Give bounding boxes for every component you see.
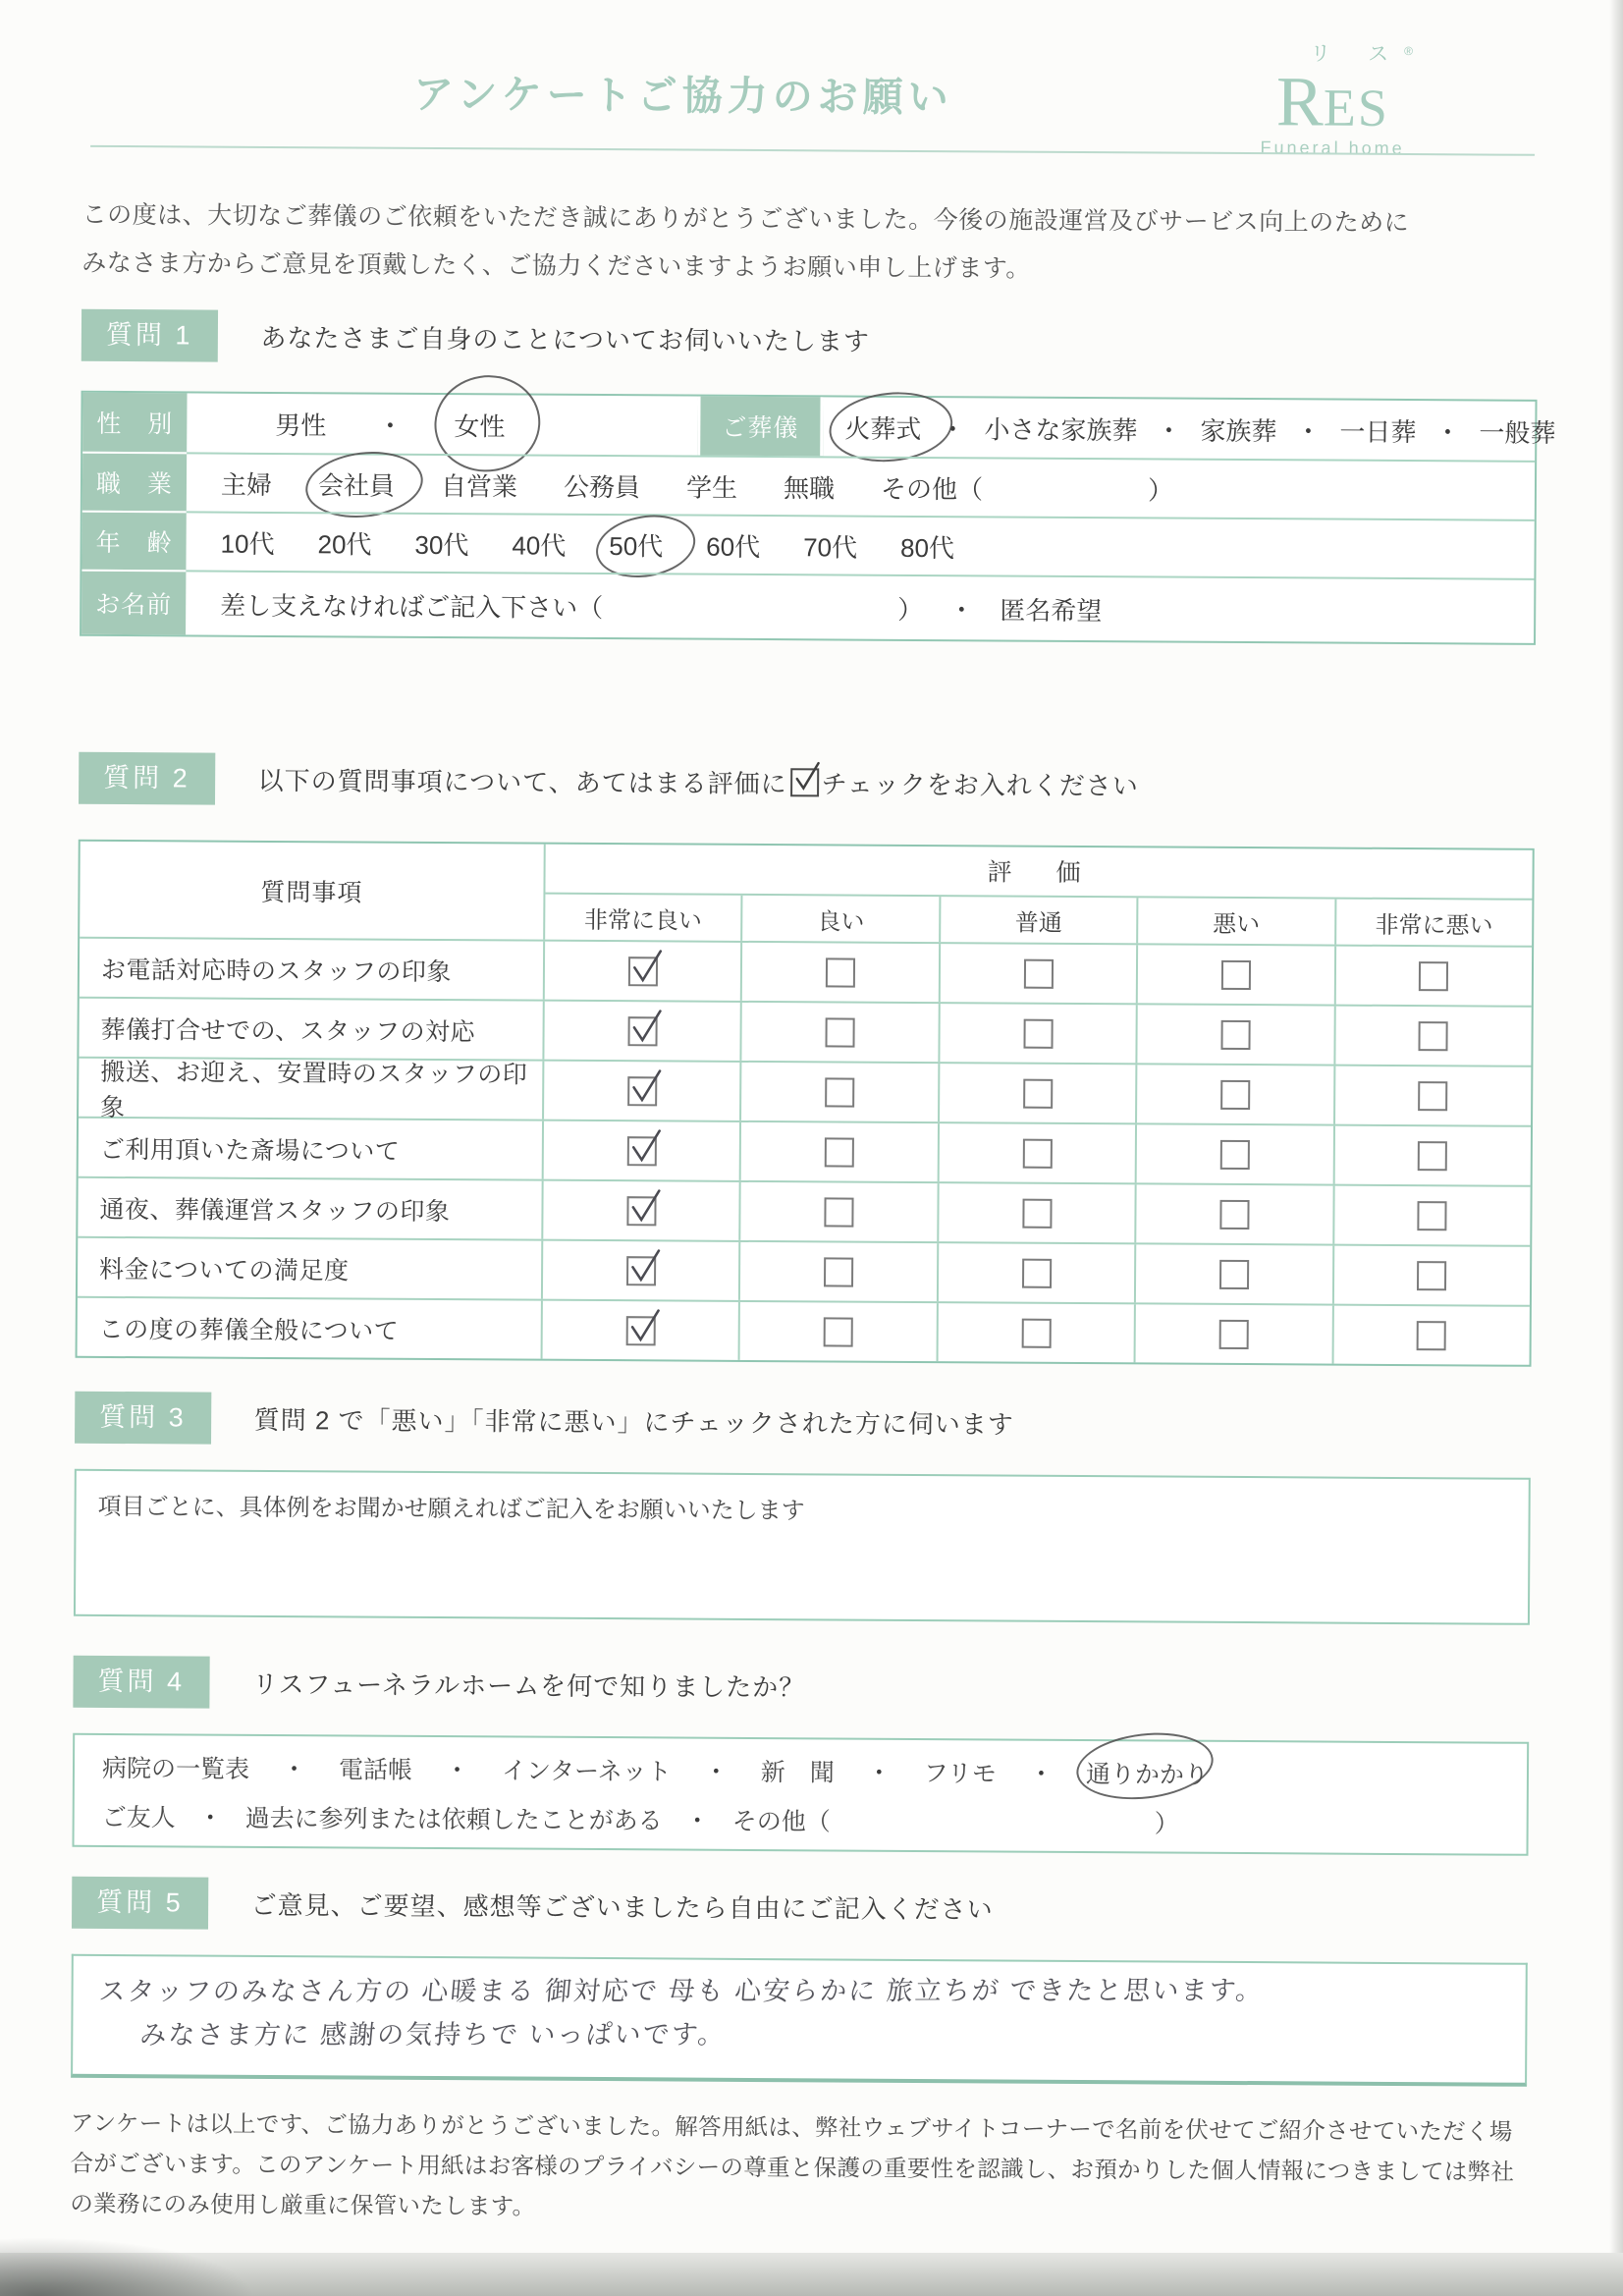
rating-scale-headers	[545, 895, 1532, 946]
table-row	[82, 452, 1535, 519]
option-furimo[interactable]: フリモ	[923, 1760, 997, 1788]
checkbox	[1418, 1201, 1447, 1230]
separator-dot: ・	[703, 1758, 729, 1786]
separator-dot: ・	[197, 1804, 223, 1832]
rating-cell[interactable]	[740, 943, 939, 1002]
checkbox	[824, 1257, 853, 1286]
intro-line-1: この度は、大切なご葬儀のご依頼をいただき誠にありがとうございました。今後の施設運営及びサービス向上のために	[81, 200, 1410, 238]
check-icon	[627, 1066, 665, 1106]
q3-badge: 質問 3	[75, 1392, 211, 1445]
option-age-20s[interactable]: 20代	[317, 528, 372, 560]
table-row	[81, 511, 1534, 578]
funeral-type-options	[823, 397, 1555, 461]
q3-comment-box[interactable]	[74, 1469, 1531, 1625]
option-age-60s[interactable]: 60代	[706, 531, 761, 562]
check-icon	[625, 1306, 663, 1345]
rating-cell[interactable]	[1134, 1244, 1332, 1303]
evaluation-header-group	[543, 845, 1533, 946]
checkbox	[1023, 1078, 1053, 1108]
separator-dot: ・	[684, 1807, 710, 1835]
rating-cell[interactable]	[543, 942, 741, 1001]
rating-cell[interactable]	[1332, 1186, 1531, 1245]
table-row	[82, 393, 1556, 461]
checkbox	[1418, 1141, 1447, 1171]
q1-table	[80, 391, 1556, 645]
checkbox	[826, 1017, 855, 1047]
option-age-30s[interactable]: 30代	[414, 529, 469, 560]
option-family-funeral[interactable]: 家族葬	[1200, 415, 1277, 446]
rating-item-label: 通夜、葬儀運営スタッフの印象	[99, 1195, 451, 1226]
name-field-text: 差し支えなければご記入下さい（	[220, 590, 604, 623]
separator-dot: ・	[377, 410, 404, 441]
check-icon	[626, 1186, 664, 1226]
q4-options-box	[73, 1733, 1530, 1856]
table-row	[80, 937, 1532, 1006]
option-male[interactable]: 男性	[275, 410, 327, 440]
page-title: アンケートご協力のお願い	[412, 71, 953, 121]
rating-cell[interactable]	[937, 1123, 1135, 1182]
checkbox	[1023, 1018, 1053, 1048]
gender-options	[187, 393, 697, 455]
rating-cell[interactable]	[937, 1243, 1135, 1302]
q4-header	[73, 1656, 1529, 1717]
checkbox	[1419, 1021, 1448, 1051]
occupation-options	[187, 452, 1535, 519]
checkbox	[1219, 1259, 1249, 1288]
intro-line-2: みなさま方からご意見を頂戴したく、ご協力くださいますようお願い申し上げます。	[81, 248, 1031, 283]
option-passing-by[interactable]: 通りかかり	[1086, 1755, 1209, 1791]
rating-cell[interactable]	[1136, 1005, 1334, 1064]
checkbox	[1418, 1081, 1447, 1111]
col-normal: 普通	[939, 897, 1137, 943]
rating-item-label: ご利用頂いた斎場について	[99, 1135, 401, 1166]
q3-header	[75, 1392, 1531, 1452]
rating-cell[interactable]	[936, 1303, 1134, 1362]
rating-cell[interactable]	[1136, 945, 1334, 1004]
rating-cell[interactable]	[939, 944, 1137, 1003]
col-good: 良い	[741, 896, 940, 942]
option-unemployed[interactable]: 無職	[783, 472, 836, 503]
option-age-70s[interactable]: 70代	[803, 531, 858, 563]
rating-cell[interactable]	[542, 1121, 740, 1180]
q5-badge: 質問 5	[72, 1877, 208, 1930]
name-field-row	[186, 570, 1534, 642]
rating-cell[interactable]	[739, 1063, 938, 1121]
rating-cell[interactable]	[1332, 1246, 1531, 1305]
scan-edge-shadow-right	[1609, 0, 1623, 2296]
checkbox	[1419, 961, 1448, 991]
gender-label: 性 別	[82, 393, 187, 453]
option-general-funeral[interactable]: 一般葬	[1479, 416, 1556, 448]
separator-dot: ・	[866, 1759, 892, 1787]
check-icon	[626, 1246, 664, 1285]
separator-dot: ・	[444, 1757, 470, 1785]
q5-comment-box[interactable]	[71, 1954, 1528, 2087]
rating-cell[interactable]	[1331, 1306, 1530, 1365]
checkbox	[1023, 958, 1053, 988]
checkbox	[1417, 1261, 1446, 1290]
option-age-80s[interactable]: 80代	[899, 532, 955, 563]
name-label: お名前	[81, 570, 186, 635]
checkbox	[825, 1077, 854, 1107]
other-source-input-space[interactable]	[831, 1820, 1155, 1822]
q2-header	[79, 752, 1535, 813]
rating-cell[interactable]	[739, 1122, 938, 1181]
rating-item-label: お電話対応時のスタッフの印象	[100, 956, 453, 986]
col-very-good: 非常に良い	[583, 906, 703, 935]
option-internet[interactable]: インターネット	[501, 1757, 672, 1786]
separator-dot: ・	[1295, 415, 1322, 446]
item-column-header: 質問事項	[260, 878, 363, 907]
rating-item-label: 葬儀打合せでの、スタッフの対応	[100, 1015, 476, 1046]
form-content	[70, 0, 1556, 2256]
rating-table-header	[80, 842, 1533, 946]
checkbox	[1220, 1079, 1250, 1109]
option-other-occupation[interactable]: その他（	[880, 473, 984, 504]
q1-header	[81, 309, 1538, 370]
age-label: 年 齢	[81, 511, 186, 571]
logo-wordmark: RES	[1275, 62, 1390, 141]
option-phone-book[interactable]: 電話帳	[338, 1756, 413, 1784]
other-occupation-input-space[interactable]	[983, 487, 1148, 488]
q4-options-line-2	[102, 1798, 1527, 1842]
rating-cell[interactable]	[1333, 1066, 1532, 1125]
checkbox	[1022, 1138, 1052, 1168]
intro-paragraph	[81, 191, 1539, 297]
checkbox	[826, 957, 855, 987]
option-company-employee[interactable]: 会社員	[318, 465, 395, 502]
rating-cell[interactable]	[541, 1301, 739, 1360]
form-header	[82, 0, 1540, 157]
q2-title: 以下の質問事項について、あてはまる評価に チェックをお入れください	[258, 761, 1139, 802]
checkbox	[1220, 1019, 1250, 1049]
evaluation-header: 評 価	[545, 845, 1532, 901]
rating-cell[interactable]	[541, 1241, 739, 1300]
q4-badge: 質問 4	[73, 1656, 209, 1709]
paren-close: ）	[897, 594, 924, 625]
rating-item-label: この度の葬儀全般について	[98, 1315, 400, 1345]
logo-subtitle: Funeral home	[1260, 137, 1405, 159]
checkbox	[1219, 1319, 1249, 1348]
q4-options-line-1	[102, 1749, 1527, 1793]
occupation-label: 職 業	[82, 452, 187, 512]
rating-cell[interactable]	[740, 1003, 939, 1062]
option-cremation[interactable]: 火葬式	[844, 409, 921, 445]
handwritten-comment-line2: みなさま方に 感謝の気持ちで いっぱいです。	[138, 2019, 728, 2050]
q3-box-prompt: 項目ごとに、具体例をお聞かせ願えればご記入をお願いいたします	[97, 1493, 805, 1525]
check-icon	[627, 1007, 665, 1046]
q3-title: 質問 2 で「悪い」「非常に悪い」にチェックされた方に伺います	[253, 1404, 1014, 1440]
option-age-40s[interactable]: 40代	[512, 529, 567, 561]
option-female[interactable]: 女性	[454, 407, 505, 443]
rating-cell[interactable]	[738, 1302, 937, 1361]
rating-cell[interactable]	[541, 1181, 739, 1240]
checkbox	[824, 1197, 853, 1227]
option-small-family-funeral[interactable]: 小さな家族葬	[984, 413, 1138, 445]
rating-cell[interactable]	[542, 1002, 740, 1061]
option-one-day-funeral[interactable]: 一日葬	[1339, 416, 1417, 447]
rating-cell[interactable]	[937, 1183, 1135, 1242]
separator-dot: ・	[281, 1756, 307, 1784]
rating-table-body	[78, 937, 1533, 1365]
separator-dot: ・	[1156, 414, 1182, 446]
funeral-type-label: ご葬儀	[697, 397, 823, 457]
rating-item-label: 搬送、お迎え、安置時のスタッフの印象	[100, 1058, 528, 1121]
option-hospital-list[interactable]: 病院の一覧表	[101, 1754, 250, 1783]
rating-cell[interactable]	[1333, 947, 1532, 1006]
checkbox	[825, 1137, 854, 1167]
option-anonymous[interactable]: 匿名希望	[1000, 594, 1103, 626]
check-icon	[626, 1126, 664, 1166]
checkbox	[1022, 1198, 1052, 1228]
rating-cell[interactable]	[738, 1242, 937, 1301]
checkbox	[1220, 1139, 1250, 1169]
checkbox	[1022, 1258, 1052, 1287]
table-row	[81, 570, 1534, 643]
check-icon	[628, 947, 666, 986]
separator-dot: ・	[1028, 1760, 1054, 1788]
checkbox	[1417, 1321, 1446, 1350]
option-age-10s[interactable]: 10代	[220, 528, 275, 559]
logo-kana: リ ス®	[1310, 42, 1414, 66]
separator-dot: ・	[940, 413, 966, 444]
q5-title: ご意見、ご要望、感想等ございましたら自由にご記入ください	[250, 1889, 994, 1925]
rating-cell[interactable]	[542, 1062, 740, 1121]
rating-table	[76, 840, 1535, 1367]
rating-cell[interactable]	[1135, 1184, 1333, 1243]
table-row	[79, 1117, 1531, 1185]
footer-note: アンケートは以上です、ご協力ありがとうございました。解答用紙は、弊社ウェブサイトコーナーで名前を伏せてご紹介させていただく場合がございます。このアンケート用紙はお客様のプライバシーの尊重と保護の重要性を認識し、お預かりした個人情報につきましては弊社の業務にのみ使用し厳重に保管いたします。	[70, 2109, 1515, 2219]
handwritten-comment-line1: スタッフのみなさん方の 心暖まる 御対応で 母も 心安らかに 旅立ちが できたと思います。	[97, 1975, 1266, 2006]
rating-cell[interactable]	[1333, 1007, 1532, 1066]
option-other-source[interactable]: その他（	[731, 1807, 831, 1836]
separator-dot: ・	[1434, 416, 1461, 447]
name-input-space[interactable]	[603, 606, 897, 608]
company-logo	[1219, 43, 1446, 157]
paren-close: ）	[1147, 474, 1174, 506]
option-newspaper[interactable]: 新 聞	[760, 1759, 835, 1787]
option-student[interactable]: 学生	[685, 472, 738, 503]
q4-title: リスフューネラルホームを何で知りましたか？	[251, 1668, 806, 1703]
option-attended-before[interactable]: 過去に参列または依頼したことがある	[244, 1804, 663, 1835]
q1-title: あなたさまご自身のことについてお伺いいたします	[260, 322, 870, 356]
option-public-servant[interactable]: 公務員	[563, 471, 641, 502]
q1-badge: 質問 1	[81, 309, 218, 362]
option-age-50s[interactable]: 50代	[609, 526, 663, 563]
option-housewife[interactable]: 主婦	[220, 469, 273, 500]
q2-badge: 質問 2	[79, 752, 215, 805]
scan-smudge	[0, 2237, 255, 2296]
checkbox	[1219, 1199, 1249, 1229]
rating-cell[interactable]	[938, 1064, 1136, 1122]
checked-checkbox-icon	[790, 768, 819, 796]
col-bad: 悪い	[1136, 898, 1334, 944]
table-row	[78, 1176, 1530, 1245]
rating-cell[interactable]	[1134, 1304, 1332, 1363]
rating-cell[interactable]	[739, 1182, 938, 1241]
q5-header	[72, 1877, 1528, 1938]
paren-close: ）	[1154, 1810, 1179, 1838]
checkbox	[1221, 959, 1251, 989]
col-very-bad: 非常に悪い	[1334, 900, 1533, 946]
table-row	[79, 1057, 1531, 1125]
checkbox	[824, 1317, 853, 1346]
rating-cell[interactable]	[1135, 1065, 1333, 1123]
table-row	[78, 1236, 1530, 1305]
rating-cell[interactable]	[1135, 1124, 1333, 1183]
table-row	[78, 1296, 1530, 1365]
checkbox	[1021, 1318, 1051, 1347]
age-options	[186, 511, 1534, 577]
option-friend[interactable]: ご友人	[101, 1803, 176, 1832]
rating-item-label: 料金についての満足度	[99, 1255, 350, 1285]
option-self-employed[interactable]: 自営業	[440, 470, 518, 501]
separator-dot: ・	[948, 594, 975, 625]
rating-cell[interactable]	[1332, 1126, 1531, 1185]
rating-cell[interactable]	[938, 1004, 1136, 1063]
